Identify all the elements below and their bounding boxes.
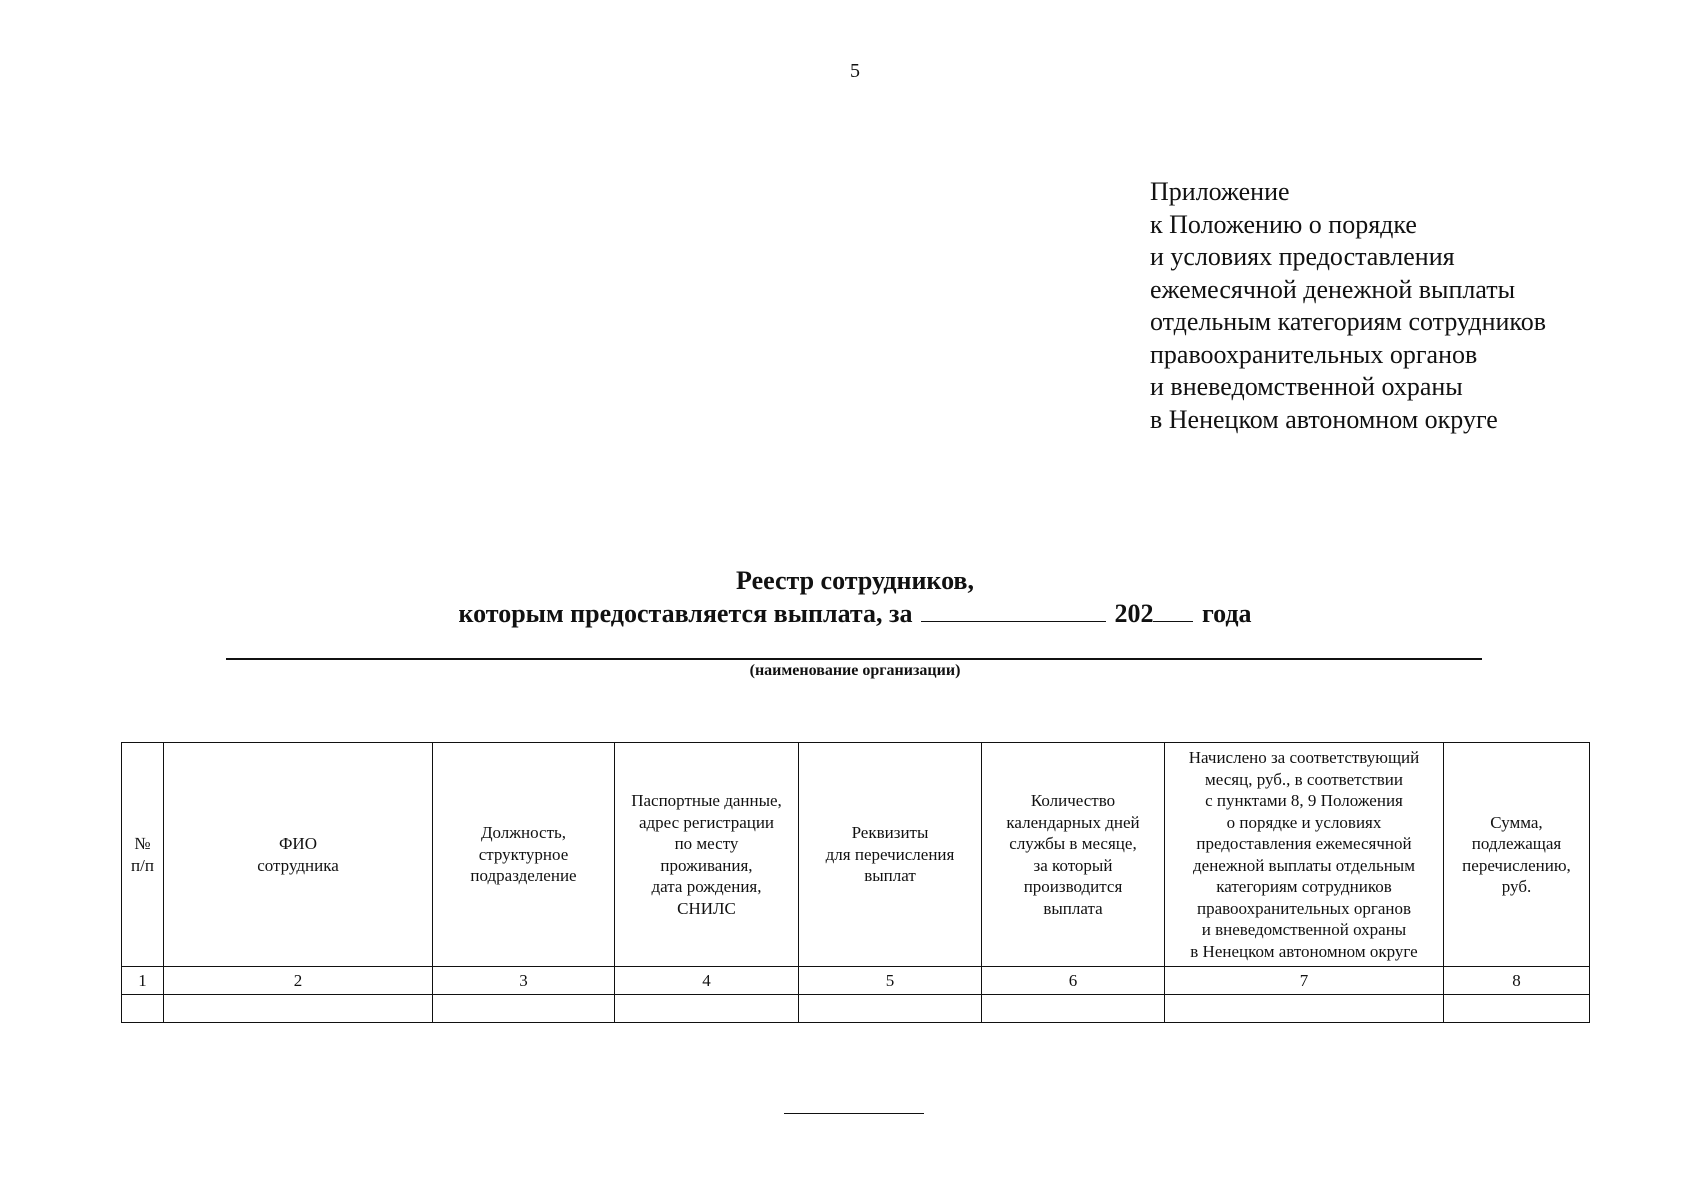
appendix-line: и условиях предоставления <box>1150 242 1455 271</box>
header-line: выплата <box>1043 898 1103 918</box>
table-cell <box>1165 995 1444 1023</box>
appendix-line: отдельным категориям сотрудников <box>1150 307 1547 336</box>
header-line: с пунктами 8, 9 Положения <box>1205 791 1403 810</box>
header-line: Начислено за соответствующий <box>1188 748 1420 767</box>
header-line: Паспортные данные, <box>631 791 782 810</box>
table-cell <box>122 995 164 1023</box>
header-line: проживания, <box>660 855 753 875</box>
table-cell <box>799 995 982 1023</box>
header-accrued <box>1165 743 1444 967</box>
page-number: 5 <box>850 60 860 82</box>
column-number: 8 <box>1444 967 1590 995</box>
document-title <box>0 565 1695 630</box>
header-line: категориям сотрудников <box>1216 877 1392 896</box>
header-line: денежной выплаты отдельным <box>1193 855 1415 875</box>
table-cell <box>615 995 799 1023</box>
header-line: подразделение <box>470 866 577 886</box>
appendix-line: и вневедомственной охраны <box>1150 372 1463 401</box>
column-number: 4 <box>615 967 799 995</box>
header-line: в Ненецком автономном округе <box>1190 941 1418 961</box>
header-number <box>122 743 164 967</box>
table-cell <box>1444 995 1590 1023</box>
header-line: ФИО <box>279 834 317 853</box>
header-requisites <box>799 743 982 967</box>
title-line-1: Реестр сотрудников, <box>736 566 974 595</box>
appendix-line: в Ненецком автономном округе <box>1150 404 1498 434</box>
title-line-2 <box>0 597 1695 630</box>
header-line: выплат <box>864 866 916 886</box>
header-line: Количество <box>1030 791 1116 810</box>
column-number: 7 <box>1165 967 1444 995</box>
header-line: правоохранительных органов <box>1197 898 1411 918</box>
table-row <box>122 995 1590 1023</box>
table-header-row <box>122 743 1590 967</box>
appendix-line: Приложение <box>1150 177 1290 206</box>
end-of-document-line <box>784 1113 924 1114</box>
header-line: службы в месяце, <box>1009 834 1137 853</box>
registry-table <box>121 742 1590 1023</box>
title-suffix: года <box>1201 599 1252 628</box>
table-cell <box>433 995 615 1023</box>
header-full-name <box>164 743 433 967</box>
header-line: руб. <box>1501 877 1532 896</box>
column-number: 5 <box>799 967 982 995</box>
year-blank <box>1153 597 1193 622</box>
column-number: 1 <box>122 967 164 995</box>
header-line: календарных дней <box>1006 812 1140 832</box>
header-line: за который <box>1033 855 1113 875</box>
month-blank <box>921 597 1106 622</box>
header-line: Реквизиты <box>851 823 929 843</box>
title-year: 202 <box>1114 599 1154 628</box>
header-line: подлежащая <box>1471 834 1562 853</box>
header-line: сотрудника <box>257 855 339 875</box>
header-line: месяц, руб., в соответствии <box>1205 769 1403 789</box>
table-cell <box>982 995 1165 1023</box>
header-line: Должность, <box>480 823 567 843</box>
header-line: и вневедомственной охраны <box>1201 920 1407 939</box>
column-number: 2 <box>164 967 433 995</box>
table-cell <box>164 995 433 1023</box>
header-line: для перечисления <box>825 844 955 864</box>
title-prefix: которым предоставляется выплата, за <box>458 599 913 628</box>
header-line: по месту <box>674 834 739 853</box>
header-days <box>982 743 1165 967</box>
header-line: структурное <box>478 844 569 864</box>
column-number: 3 <box>433 967 615 995</box>
organization-name-line <box>226 658 1482 660</box>
header-sum <box>1444 743 1590 967</box>
column-number: 6 <box>982 967 1165 995</box>
header-line: предоставления ежемесячной <box>1196 834 1412 853</box>
header-line: перечислению, <box>1462 855 1571 875</box>
header-line: СНИЛС <box>677 898 736 918</box>
header-line: производится <box>1023 877 1123 896</box>
appendix-line: ежемесячной денежной выплаты <box>1150 274 1516 304</box>
organization-caption: (наименование организации) <box>749 662 961 679</box>
appendix-block <box>1150 176 1546 436</box>
header-line: о порядке и условиях <box>1226 812 1382 832</box>
header-line: адрес регистрации <box>638 812 775 832</box>
header-line: дата рождения, <box>651 877 762 896</box>
header-passport <box>615 743 799 967</box>
appendix-line: правоохранительных органов <box>1150 339 1478 369</box>
header-line: п/п <box>131 855 154 875</box>
header-line: Сумма, <box>1490 812 1543 832</box>
header-position <box>433 743 615 967</box>
appendix-line: к Положению о порядке <box>1150 209 1417 239</box>
header-line: № <box>134 834 151 853</box>
column-number-row <box>122 967 1590 995</box>
